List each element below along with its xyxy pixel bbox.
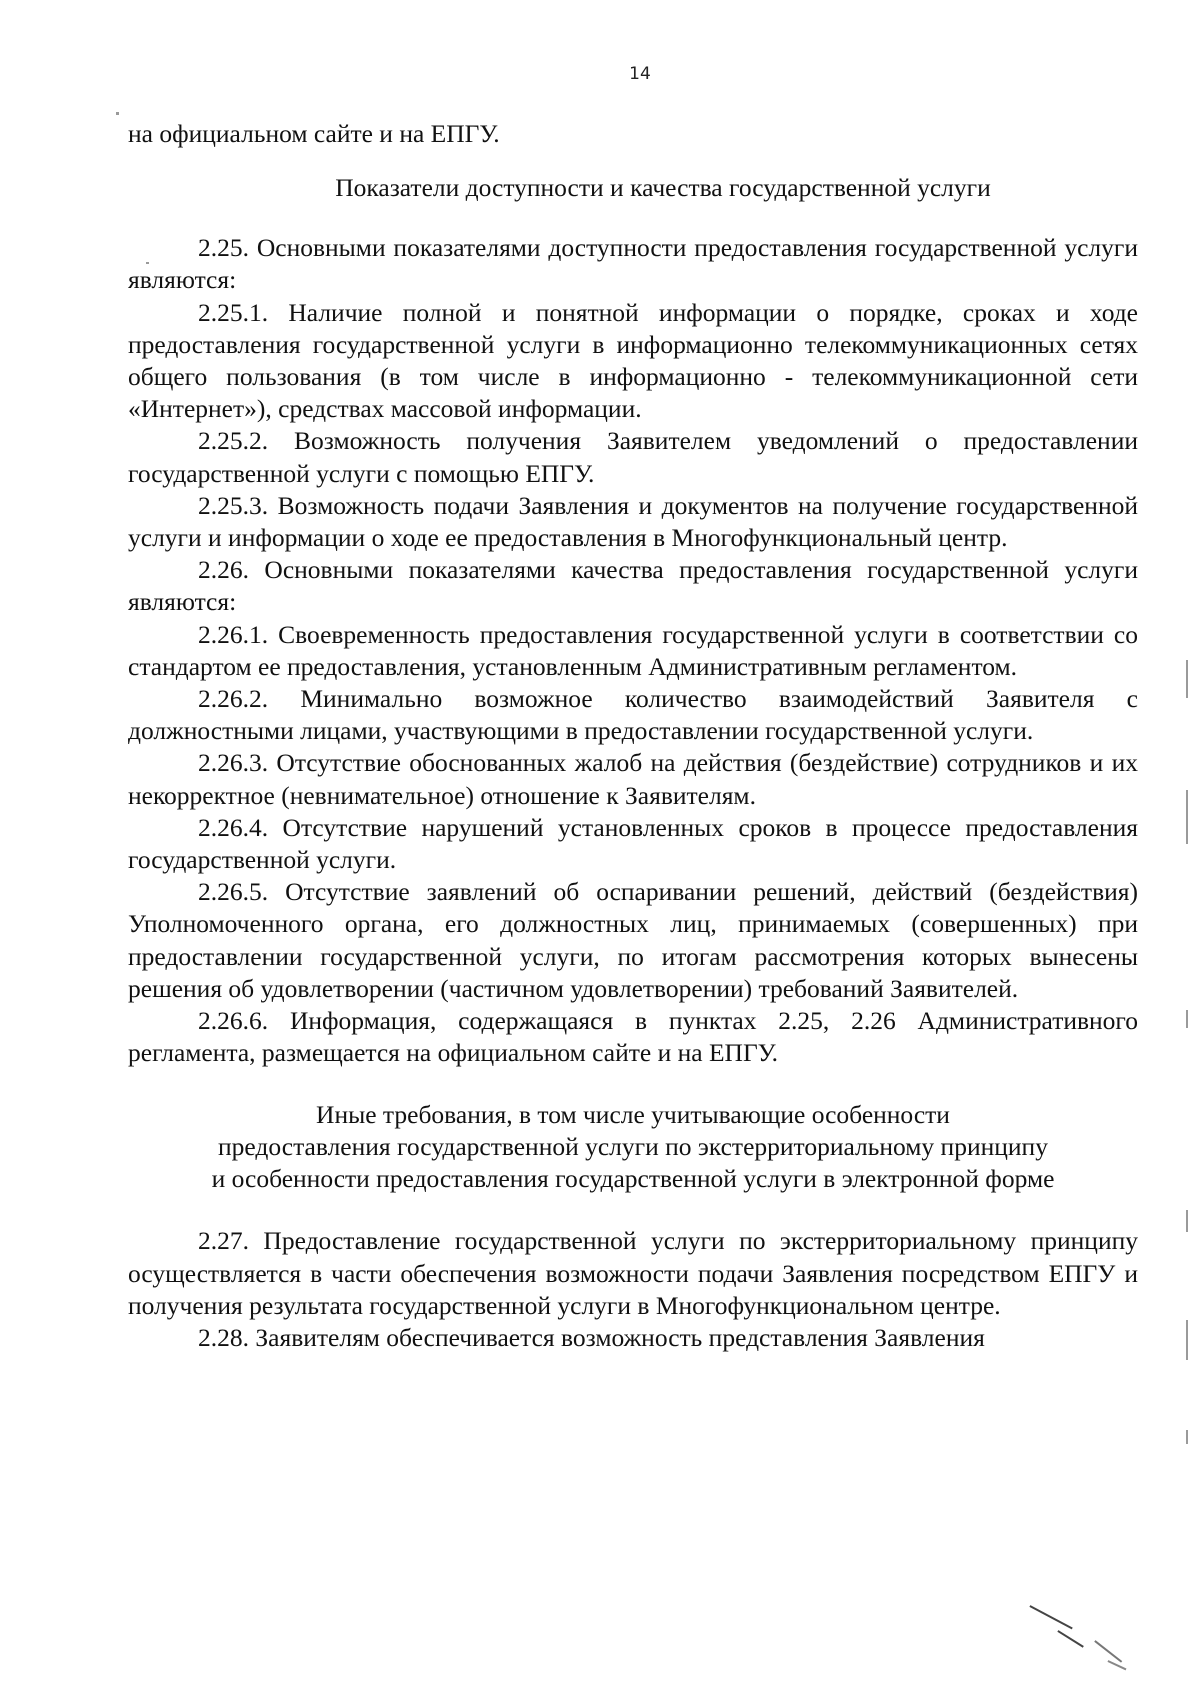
signature-stroke [1095, 1640, 1123, 1662]
scan-margin-mark [116, 112, 119, 115]
section-heading-other-requirements [128, 1099, 1138, 1195]
paragraph-2-25-2: 2.25.2. Возможность получения Заявителем уведомлений о предоставлении государственной услуги с помощью ЕПГУ. [128, 426, 1138, 488]
signature-stroke [1108, 1660, 1127, 1670]
paragraph-2-26: 2.26. Основными показателями качества предоставления государственной услуги являются: [128, 555, 1138, 617]
paragraph-2-25-1: 2.25.1. Наличие полной и понятной информации о порядке, сроках и ходе предоставления государственной услуги в информационно телекоммуникационных сетях общего пользования (в том числе в информационно - телекоммуникационной сети «Интернет»), средствах массовой информации. [128, 297, 1138, 424]
paragraph-2-26-1: 2.26.1. Своевременность предоставления государственной услуги в соответствии со стандартом ее предоставления, установленным Административным регламентом. [128, 619, 1138, 681]
continuation-line: на официальном сайте и на ЕПГУ. [128, 119, 500, 148]
heading-line: Иные требования, в том числе учитывающие особенности [316, 1100, 950, 1130]
paragraph-2-26-4: 2.26.4. Отсутствие нарушений установленных сроков в процессе предоставления государственной услуги. [128, 812, 1138, 875]
scan-margin-mark [1186, 1430, 1188, 1444]
paragraph-2-26-5: 2.26.5. Отсутствие заявлений об оспаривании решений, действий (бездействия) Уполномоченного органа, его должностных лиц, принимаемых (совершенных) при предоставлении государственной услуги, по итогам рассмотрения которых вынесены решения об удовлетворении (частичном удовлетворении) требований Заявителей. [128, 877, 1138, 1003]
scan-margin-mark [1186, 1210, 1188, 1232]
page-number: 14 [629, 64, 651, 84]
paragraph-2-25: 2.25. Основными показателями доступности предоставления государственной услуги являются: [128, 233, 1138, 295]
paragraph-2-26-6: 2.26.6. Информация, содержащаяся в пунктах 2.25, 2.26 Административного регламента, размещается на официальном сайте и на ЕПГУ. [128, 1006, 1138, 1068]
paragraph-2-26-3: 2.26.3. Отсутствие обоснованных жалоб на действия (бездействие) сотрудников и их некорректное (невнимательное) отношение к Заявителям. [128, 748, 1138, 810]
signature-stroke [1030, 1605, 1073, 1629]
document-body [128, 118, 1138, 1354]
paragraph-2-27: 2.27. Предоставление государственной услуги по экстерриториальному принципу осуществляется в части обеспечения возможности подачи Заявления посредством ЕПГУ и получения результата государственной услуги в Многофункциональном центре. [128, 1226, 1138, 1320]
heading-line: и особенности предоставления государственной услуги в электронной форме [211, 1164, 1055, 1194]
section-heading-availability: Показатели доступности и качества государственной услуги [335, 173, 991, 203]
scan-margin-mark [1186, 1010, 1188, 1028]
scan-margin-mark [146, 262, 149, 264]
heading-line: предоставления государственной услуги по экстерриториальному принципу [218, 1132, 1048, 1162]
scan-margin-mark [1186, 1320, 1188, 1360]
signature-stroke [1058, 1630, 1084, 1647]
paragraph-2-26-2: 2.26.2. Минимально возможное количество взаимодействий Заявителя с должностными лицами, участвующими в предоставлении государственной услуги. [128, 684, 1138, 746]
scan-margin-mark [1186, 790, 1188, 844]
paragraph-2-25-3: 2.25.3. Возможность подачи Заявления и документов на получение государственной услуги и информации о ходе ее предоставления в Многофункциональный центр. [128, 490, 1138, 553]
scan-margin-mark [1186, 660, 1188, 698]
paragraph-2-28: 2.28. Заявителям обеспечивается возможность представления Заявления [198, 1323, 985, 1353]
